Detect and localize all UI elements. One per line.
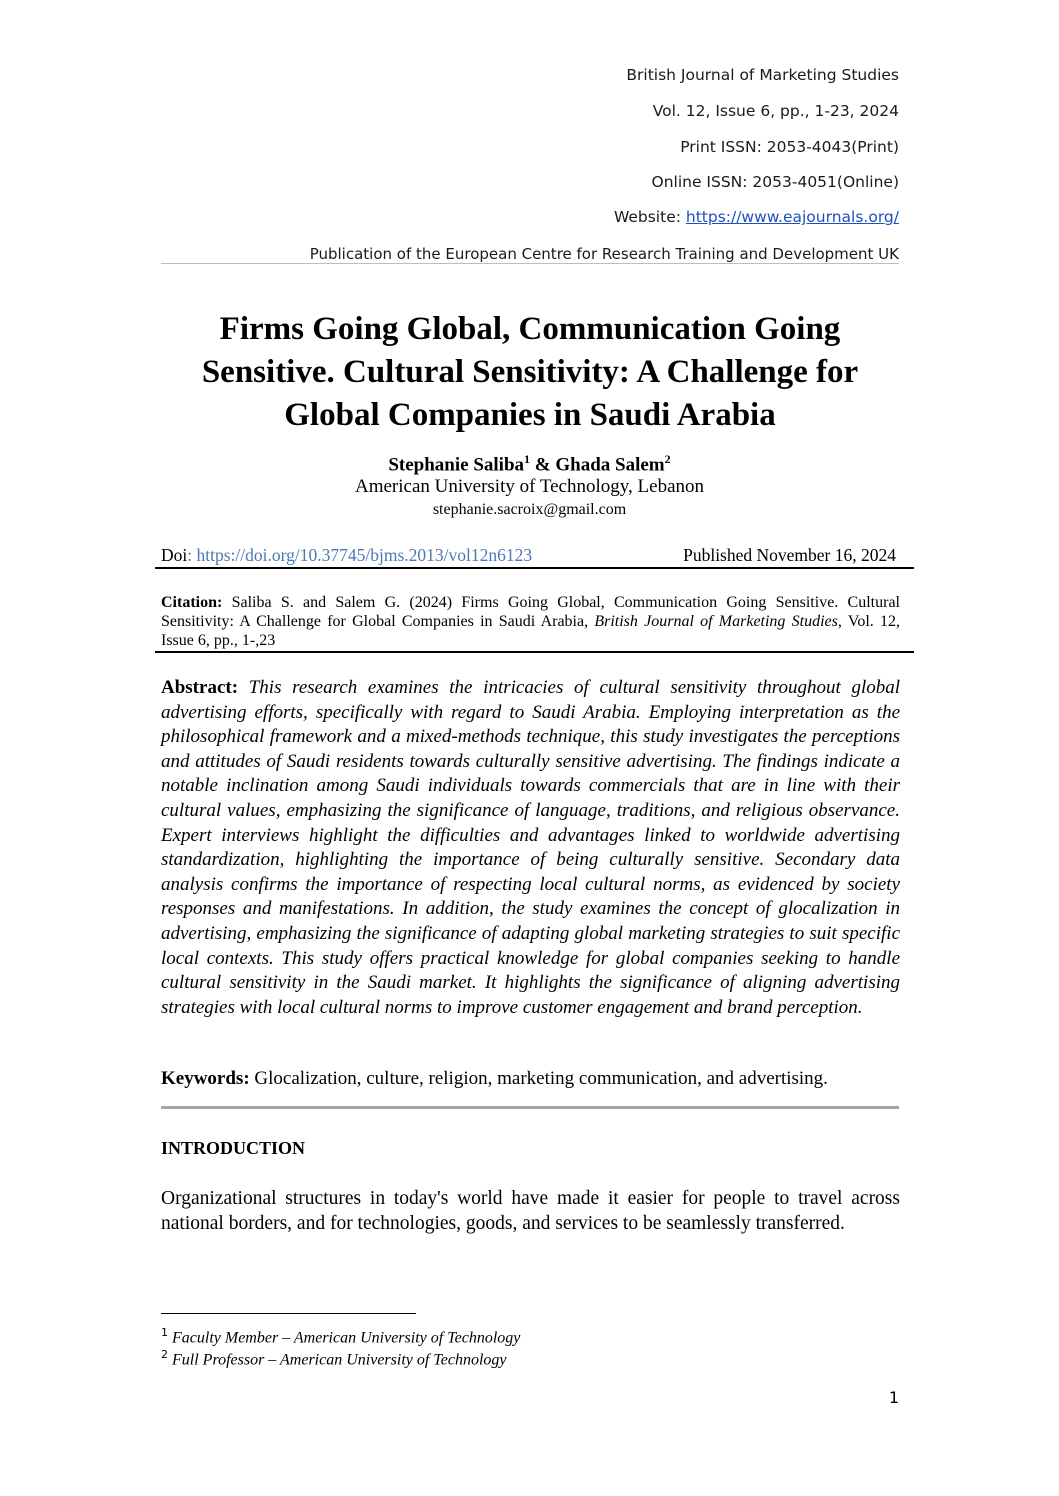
author-2-sup: 2	[664, 452, 671, 466]
doi-divider	[155, 567, 914, 569]
keywords-label: Keywords:	[161, 1068, 250, 1089]
website-label: Website:	[613, 208, 686, 226]
citation-journal: British Journal of Marketing Studies	[594, 613, 838, 630]
footnote-2-text: Full Professor – American University of Technology	[172, 1351, 507, 1369]
author-separator: &	[530, 454, 556, 476]
footnote-1-text: Faculty Member – American University of Technology	[172, 1329, 521, 1347]
keywords-text: Glocalization, culture, religion, marketing communication, and advertising.	[249, 1068, 828, 1089]
journal-name: British Journal of Marketing Studies	[626, 66, 899, 84]
doi-line	[161, 545, 532, 566]
volume-info: Vol. 12, Issue 6, pp., 1-23, 2024	[652, 102, 899, 120]
print-issn: Print ISSN: 2053-4043(Print)	[680, 138, 899, 156]
page-number: 1	[888, 1388, 899, 1407]
paper-title	[130, 308, 930, 437]
affiliation: American University of Technology, Lebanon	[354, 476, 704, 497]
footnote-2	[161, 1348, 506, 1369]
header-divider	[161, 263, 899, 264]
footnote-2-num: 2	[161, 1348, 168, 1361]
online-issn: Online ISSN: 2053-4051(Online)	[651, 173, 899, 191]
abstract-label: Abstract:	[161, 677, 239, 698]
introduction-paragraph: Organizational structures in today's world have made it easier for people to travel across national borders, and for technologies, goods, and services to be seamlessly transferred.	[161, 1188, 900, 1234]
doi-label: Doi	[161, 545, 188, 565]
title-line-2: Sensitive. Cultural Sensitivity: A Challenge for	[201, 354, 859, 390]
doi-colon: :	[187, 545, 197, 565]
abstract	[161, 676, 900, 1020]
doi-link[interactable]: https://doi.org/10.37745/bjms.2013/vol12n6123	[196, 545, 533, 565]
footnote-1	[161, 1326, 520, 1347]
title-line-3: Global Companies in Saudi Arabia	[284, 397, 776, 433]
citation-label: Citation:	[161, 594, 223, 611]
abstract-divider	[161, 1106, 899, 1109]
author-2: Ghada Salem	[555, 454, 665, 476]
citation	[161, 593, 900, 650]
title-line-1: Firms Going Global, Communication Going	[219, 311, 841, 347]
section-heading-introduction: INTRODUCTION	[161, 1138, 306, 1158]
citation-text-b: , Vol. 12, Issue 6, pp., 1-,23	[161, 613, 900, 649]
author-email[interactable]: stephanie.sacroix@gmail.com	[432, 501, 627, 518]
publisher-line: Publication of the European Centre for Research Training and Development UK	[309, 245, 899, 263]
citation-text-a: Saliba S. and Salem G. (2024) Firms Going Global, Communication Going Sensitive. Cultural Sensitivity: A Challenge for Global Companies in Saudi Arabia,	[161, 594, 900, 630]
footnote-1-num: 1	[161, 1326, 168, 1339]
author-line	[0, 452, 1059, 476]
citation-divider	[155, 651, 914, 653]
abstract-text: This research examines the intricacies of cultural sensitivity throughout global advertising efforts, specifically with regard to Saudi Arabia. Employing interpretation as the philosophical framework and a mixed-methods technique, this study investigates the perceptions and attitudes of Saudi residents towards culturally sensitive advertising. The findings indicate a notable inclination among Saudi individuals towards commercials that are in line with their cultural values, emphasizing the significance of language, traditions, and religious observance. Expert interviews highlight the difficulties and advantages linked to worldwide advertising standardization, highlighting the importance of being culturally sensitive. Secondary data analysis confirms the importance of respecting local cultural norms, as evidenced by society responses and manifestations. In addition, the study examines the concept of glocalization in advertising, emphasizing the significance of adapting global marketing strategies to suit specific local contexts. This study offers practical knowledge for global companies seeking to handle cultural sensitivity in the Saudi market. It highlights the significance of aligning advertising strategies with local cultural norms to improve customer engagement and brand perception.	[161, 677, 900, 1018]
author-1-sup: 1	[524, 452, 531, 466]
footnote-divider	[161, 1313, 416, 1314]
keywords	[161, 1068, 900, 1090]
published-date: Published November 16, 2024	[683, 545, 896, 565]
website-line	[614, 208, 899, 226]
author-1: Stephanie Saliba	[388, 454, 525, 476]
website-link[interactable]: https://www.eajournals.org/	[685, 208, 899, 226]
